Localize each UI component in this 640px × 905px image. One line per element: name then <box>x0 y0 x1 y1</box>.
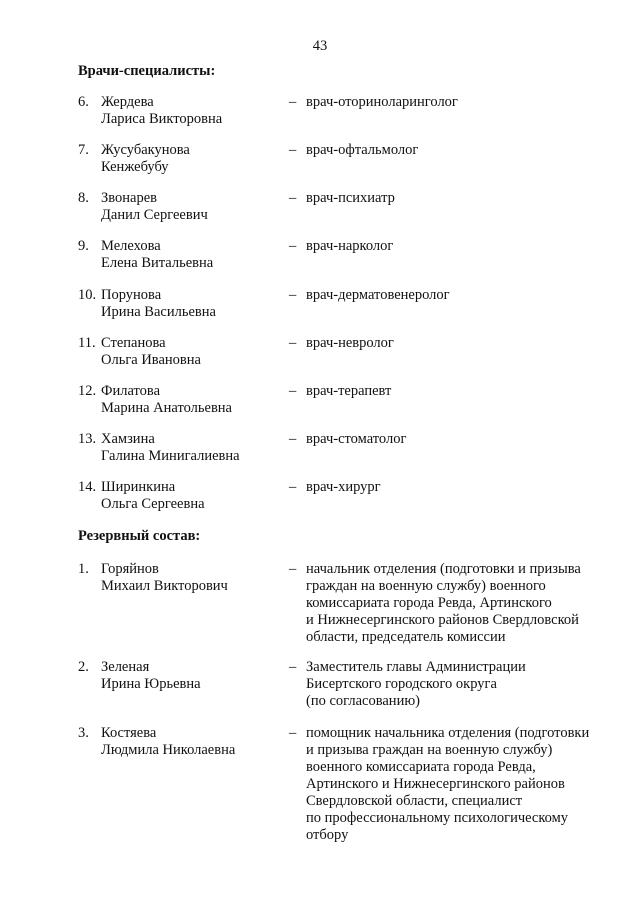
entry-dash: – <box>289 383 297 399</box>
member-role <box>306 94 618 111</box>
member-name-line: Ирина Юрьевна <box>101 676 201 692</box>
member-name <box>101 561 301 595</box>
member-name-line: Галина Минигалиевна <box>101 448 240 464</box>
member-name-line: Зеленая <box>101 659 150 675</box>
member-role-line: врач-дерматовенеролог <box>306 287 450 303</box>
member-name-line: Горяйнов <box>101 561 159 577</box>
member-role-line: врач-офтальмолог <box>306 142 419 158</box>
member-role-line: и призыва граждан на военную службу) <box>306 742 553 758</box>
entry-dash: – <box>289 725 297 741</box>
member-name-line: Жусубакунова <box>101 142 190 158</box>
member-role <box>306 190 618 207</box>
member-name-line: Лариса Викторовна <box>101 111 223 127</box>
member-name-line: Елена Витальевна <box>101 255 214 271</box>
member-name <box>101 287 301 321</box>
member-role-line: помощник начальника отделения (подготовки <box>306 725 590 741</box>
section-heading-reserve: Резервный состав: <box>78 528 201 544</box>
member-name-line: Людмила Николаевна <box>101 742 236 758</box>
entry-dash: – <box>289 190 297 206</box>
member-name-line: Ольга Ивановна <box>101 352 201 368</box>
page-number: 43 <box>312 38 328 54</box>
entry-dash: – <box>289 431 297 447</box>
member-name <box>101 190 301 224</box>
member-role-line: врач-психиатр <box>306 190 395 206</box>
member-name-line: Кенжебубу <box>101 159 169 175</box>
member-role-line: комиссариата города Ревда, Артинского <box>306 595 552 611</box>
member-role-line: и Нижнесергинского районов Свердловской <box>306 612 579 628</box>
member-name-line: Жердева <box>101 94 154 110</box>
member-role-line: Свердловской области, специалист <box>306 793 523 809</box>
member-name-line: Ольга Сергеевна <box>101 496 205 512</box>
entry-number: 1. <box>78 561 89 577</box>
entry-dash: – <box>289 561 297 577</box>
member-name <box>101 659 301 693</box>
entry-dash: – <box>289 287 297 303</box>
entry-number: 7. <box>78 142 89 158</box>
entry-dash: – <box>289 335 297 351</box>
member-role-line: граждан на военную службу) военного <box>306 578 546 594</box>
entry-dash: – <box>289 142 297 158</box>
member-role-line: врач-стоматолог <box>306 431 407 447</box>
member-role-line: Заместитель главы Администрации <box>306 659 526 675</box>
member-role-line: Артинского и Нижнесергинского районов <box>306 776 565 792</box>
member-role <box>306 142 618 159</box>
member-name-line: Хамзина <box>101 431 155 447</box>
member-name-line: Филатова <box>101 383 160 399</box>
section-heading-specialists: Врачи-специалисты: <box>78 63 216 79</box>
member-role-line: по профессиональному психологическому <box>306 810 569 826</box>
member-name <box>101 142 301 176</box>
member-role-line: отбору <box>306 827 349 843</box>
member-name <box>101 431 301 465</box>
member-role <box>306 725 618 844</box>
member-role <box>306 238 618 255</box>
member-role <box>306 335 618 352</box>
member-name <box>101 383 301 417</box>
member-name-line: Костяева <box>101 725 157 741</box>
member-role-line: начальник отделения (подготовки и призыва <box>306 561 581 577</box>
member-role <box>306 561 618 646</box>
member-name <box>101 94 301 128</box>
member-name-line: Мелехова <box>101 238 161 254</box>
member-role <box>306 479 618 496</box>
entry-number: 8. <box>78 190 89 206</box>
member-role-line: врач-оториноларинголог <box>306 94 458 110</box>
member-role <box>306 659 618 710</box>
entry-number: 13. <box>78 431 97 447</box>
entry-number: 14. <box>78 479 97 495</box>
member-name-line: Марина Анатольевна <box>101 400 232 416</box>
member-name <box>101 479 301 513</box>
member-name-line: Порунова <box>101 287 162 303</box>
entry-number: 6. <box>78 94 89 110</box>
member-role <box>306 383 618 400</box>
member-name <box>101 335 301 369</box>
member-name <box>101 725 301 759</box>
member-role-line: врач-хирург <box>306 479 381 495</box>
member-role-line: военного комиссариата города Ревда, <box>306 759 536 775</box>
entry-number: 2. <box>78 659 89 675</box>
member-name-line: Данил Сергеевич <box>101 207 208 223</box>
entry-number: 9. <box>78 238 89 254</box>
entry-dash: – <box>289 94 297 110</box>
member-name <box>101 238 301 272</box>
entry-number: 11. <box>78 335 96 351</box>
member-role-line: области, председатель комиссии <box>306 629 506 645</box>
member-role-line: врач-терапевт <box>306 383 392 399</box>
member-role-line: Бисертского городского округа <box>306 676 497 692</box>
member-name-line: Михаил Викторович <box>101 578 228 594</box>
entry-number: 12. <box>78 383 97 399</box>
member-role-line: врач-невролог <box>306 335 394 351</box>
member-name-line: Степанова <box>101 335 166 351</box>
entry-number: 10. <box>78 287 97 303</box>
member-role-line: врач-нарколог <box>306 238 394 254</box>
member-role-line: (по согласованию) <box>306 693 420 709</box>
member-name-line: Ирина Васильевна <box>101 304 216 320</box>
entry-dash: – <box>289 659 297 675</box>
member-role <box>306 287 618 304</box>
entry-dash: – <box>289 479 297 495</box>
member-name-line: Звонарев <box>101 190 157 206</box>
entry-dash: – <box>289 238 297 254</box>
member-name-line: Ширинкина <box>101 479 176 495</box>
entry-number: 3. <box>78 725 89 741</box>
member-role <box>306 431 618 448</box>
